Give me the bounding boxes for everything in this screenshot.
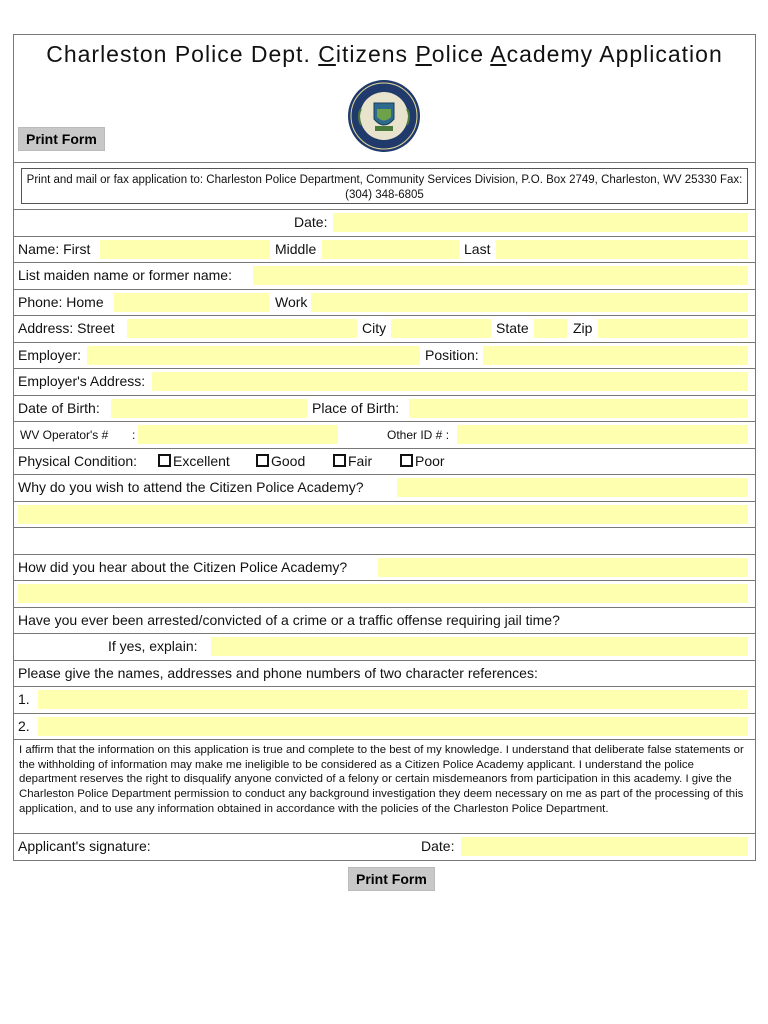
home-phone-field[interactable] <box>114 293 269 312</box>
zip-field[interactable] <box>598 319 748 338</box>
poor-label: Poor <box>415 452 445 469</box>
how-field-line2[interactable] <box>18 584 748 603</box>
references-label: Please give the names, addresses and phone numbers of two character references: <box>18 664 538 681</box>
first-name-label: Name: First <box>18 240 91 257</box>
work-phone-field[interactable] <box>311 293 748 312</box>
page-title: Charleston Police Dept. Citizens Police Academy Application <box>46 41 723 67</box>
wv-operator-field[interactable] <box>138 425 338 444</box>
last-name-label: Last <box>464 240 491 257</box>
street-field[interactable] <box>127 319 357 338</box>
other-id-label: Other ID # : <box>387 428 450 442</box>
first-name-field[interactable] <box>100 240 270 259</box>
ref2-label: 2. <box>18 717 30 734</box>
city-field[interactable] <box>391 319 491 338</box>
employer-label: Employer: <box>18 346 82 363</box>
wv-operator-label: WV Operator's # <box>20 428 109 442</box>
state-field[interactable] <box>534 319 567 338</box>
home-phone-label: Phone: Home <box>18 293 104 310</box>
date-label: Date: <box>294 214 328 230</box>
row-maiden <box>14 263 755 290</box>
form-header <box>14 35 755 163</box>
position-field[interactable] <box>483 346 748 365</box>
why-field-line2[interactable] <box>18 505 748 524</box>
row-employer <box>14 343 755 370</box>
good-checkbox[interactable] <box>256 454 269 467</box>
how-label: How did you hear about the Citizen Police Academy? <box>18 558 348 575</box>
ref1-field[interactable] <box>38 690 748 709</box>
police-seal-icon <box>347 79 421 153</box>
signature-date-field[interactable] <box>461 837 748 856</box>
row-date <box>14 210 755 237</box>
poor-checkbox[interactable] <box>400 454 413 467</box>
mail-instructions-text: Print and mail or fax application to: Charleston Police Department, Community Services Division, P.O. Box 2749, Charleston, WV 25330 Fax: (304) 348-6805 <box>21 168 748 204</box>
work-phone-label: Work <box>275 293 308 310</box>
signature-label: Applicant's signature: <box>18 838 151 854</box>
city-label: City <box>362 320 387 336</box>
how-field[interactable] <box>378 558 748 577</box>
row-arrested <box>14 608 755 635</box>
row-blank <box>14 528 755 555</box>
row-phone <box>14 290 755 317</box>
row-birth <box>14 396 755 423</box>
excellent-option[interactable] <box>158 453 230 469</box>
row-explain <box>14 634 755 661</box>
middle-name-label: Middle <box>275 240 317 257</box>
maiden-name-field[interactable] <box>253 266 748 285</box>
arrested-label: Have you ever been arrested/convicted of a crime or a traffic offense requiring jail time? <box>18 611 560 628</box>
explain-label: If yes, explain: <box>108 638 198 654</box>
fair-option[interactable] <box>333 453 372 469</box>
employer-field[interactable] <box>87 346 420 365</box>
explain-field[interactable] <box>211 637 748 656</box>
good-label: Good <box>271 452 306 469</box>
affirmation-text: I affirm that the information on this application is true and complete to the best of my knowledge. I understand that deliberate false statements or the withholding of information may make me ineligible to be considered as a Citizen Police Academy applicant. I understand the police department reserves the right to disqualify anyone convicted of a felony or certain misdemeanors from participation in this academy. I give the Charleston Police Department permission to conduct any background investigation they deem necessary on me as part of the processing of this application, and to use any information obtained in accordance with the policies of the Charleston Police Department. <box>14 740 755 834</box>
row-address <box>14 316 755 343</box>
row-signature <box>14 834 755 860</box>
ref1-label: 1. <box>18 691 30 707</box>
row-name <box>14 237 755 264</box>
excellent-label: Excellent <box>173 452 230 469</box>
print-form-button-top[interactable]: Print Form <box>18 127 105 151</box>
zip-label: Zip <box>573 320 593 336</box>
row-ref1 <box>14 687 755 714</box>
employer-address-label: Employer's Address: <box>18 373 146 389</box>
fair-label: Fair <box>348 452 373 469</box>
good-option[interactable] <box>256 453 305 469</box>
poor-option[interactable] <box>400 453 445 469</box>
row-why-line2 <box>14 502 755 529</box>
other-id-field[interactable] <box>457 425 748 444</box>
pob-field[interactable] <box>409 399 748 418</box>
why-field[interactable] <box>397 478 748 497</box>
row-how <box>14 555 755 582</box>
last-name-field[interactable] <box>496 240 748 259</box>
street-label: Address: Street <box>18 320 115 336</box>
fair-checkbox[interactable] <box>333 454 346 467</box>
row-ids <box>14 422 755 449</box>
maiden-name-label: List maiden name or former name: <box>18 267 232 283</box>
why-label: Why do you wish to attend the Citizen Police Academy? <box>18 479 364 495</box>
row-ref2 <box>14 714 755 741</box>
pob-label: Place of Birth: <box>312 399 400 416</box>
row-why <box>14 475 755 502</box>
position-label: Position: <box>425 346 479 363</box>
print-form-button-bottom[interactable]: Print Form <box>348 867 435 891</box>
row-physical <box>14 449 755 476</box>
mail-instructions <box>14 163 755 210</box>
row-employer-address <box>14 369 755 396</box>
employer-address-field[interactable] <box>152 372 748 391</box>
ref2-field[interactable] <box>38 717 748 736</box>
dob-label: Date of Birth: <box>18 399 100 416</box>
row-references <box>14 661 755 688</box>
date-field[interactable] <box>333 213 748 232</box>
application-form <box>13 34 756 861</box>
state-label: State <box>496 320 529 336</box>
wv-operator-colon: : <box>132 428 136 442</box>
dob-field[interactable] <box>111 399 307 418</box>
signature-date-label: Date: <box>421 838 455 854</box>
row-how-line2 <box>14 581 755 608</box>
middle-name-field[interactable] <box>322 240 459 259</box>
excellent-checkbox[interactable] <box>158 454 171 467</box>
physical-condition-label: Physical Condition: <box>18 452 138 469</box>
